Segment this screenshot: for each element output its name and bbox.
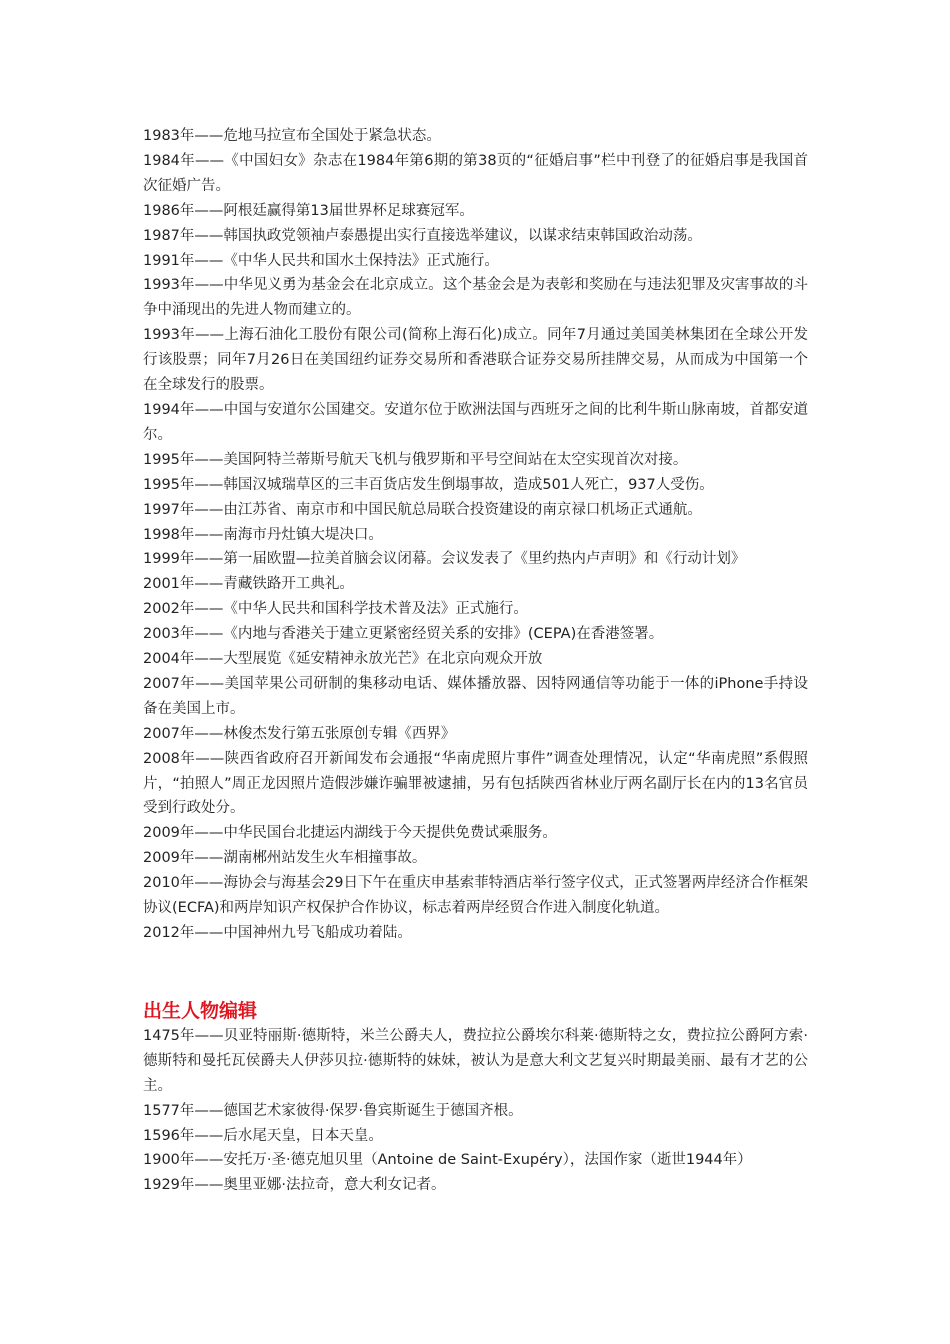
event-entry: 1983年——危地马拉宣布全国处于紧急状态。 (143, 128, 441, 144)
event-entry: 1991年——《中华人民共和国水土保持法》正式施行。 (143, 252, 499, 269)
events-list (143, 124, 808, 946)
event-entry: 2002年——《中华人民共和国科学技术普及法》正式施行。 (143, 601, 528, 618)
birth-entry: 1577年——德国艺术家彼得·保罗·鲁宾斯诞生于德国齐根。 (143, 1102, 523, 1119)
event-entry: 2012年——中国神州九号飞船成功着陆。 (143, 925, 412, 941)
event-entry: 1998年——南海市丹灶镇大堤决口。 (143, 526, 383, 543)
event-entry: 2001年——青藏铁路开工典礼。 (143, 576, 354, 593)
event-entry: 2009年——湖南郴州站发生火车相撞事故。 (143, 850, 427, 867)
births-list (143, 1024, 808, 1198)
event-entry: 2003年——《内地与香港关于建立更紧密经贸关系的安排》(CEPA)在香港签署。 (143, 626, 664, 643)
event-entry: 2007年——林俊杰发行第五张原创专辑《西界》 (143, 725, 456, 742)
event-entry: 2009年——中华民国台北捷运内湖线于今天提供免费试乘服务。 (143, 825, 557, 842)
birth-entry: 1475年——贝亚特丽斯·德斯特，米兰公爵夫人，费拉拉公爵埃尔科莱·德斯特之女，费拉拉公爵阿方索·德斯特和曼托瓦侯爵夫人伊莎贝拉·德斯特的妹妹，被认为是意大利文艺复兴时期最美丽、最有才艺的公主。 (143, 1027, 808, 1094)
births-section-title: 出生人物编辑 (143, 999, 258, 1022)
event-entry: 1986年——阿根廷赢得第13届世界杯足球赛冠军。 (143, 202, 474, 219)
event-entry: 1993年——上海石油化工股份有限公司(简称上海石化)成立。同年7月通过美国美林集团在全球公开发行该股票；同年7月26日在美国纽约证券交易所和香港联合证券交易所挂牌交易，从而成为中国第一个在全球发行的股票。 (143, 327, 808, 394)
event-entry: 1984年——《中国妇女》杂志在1984年第6期的第38页的“征婚启事”栏中刊登了的征婚启事是我国首次征婚广告。 (143, 152, 808, 194)
event-entry: 1999年——第一届欧盟—拉美首脑会议闭幕。会议发表了《里约热内卢声明》和《行动计划》 (143, 551, 746, 568)
event-entry: 1987年——韩国执政党领袖卢泰愚提出实行直接选举建议，以谋求结束韩国政治动荡。 (143, 227, 702, 244)
birth-entry: 1596年——后水尾天皇，日本天皇。 (143, 1127, 383, 1144)
event-entry: 2004年——大型展览《延安精神永放光芒》在北京向观众开放 (143, 651, 543, 668)
document-page (143, 124, 808, 1198)
event-entry: 1997年——由江苏省、南京市和中国民航总局联合投资建设的南京禄口机场正式通航。 (143, 501, 702, 518)
event-entry: 2008年——陕西省政府召开新闻发布会通报“华南虎照片事件”调查处理情况，认定“华南虎照”系假照片，“拍照人”周正龙因照片造假涉嫌诈骗罪被逮捕，另有包括陕西省林业厅两名副厅长在内的13名官员受到行政处分。 (143, 750, 808, 817)
event-entry: 1995年——韩国汉城瑞草区的三丰百货店发生倒塌事故，造成501人死亡，937人受伤。 (143, 476, 714, 493)
event-entry: 2010年——海协会与海基会29日下午在重庆申基索菲特酒店举行签字仪式，正式签署两岸经济合作框架协议(ECFA)和两岸知识产权保护合作协议，标志着两岸经贸合作进入制度化轨道。 (143, 875, 808, 917)
event-entry: 2007年——美国苹果公司研制的集移动电话、媒体播放器、因特网通信等功能于一体的iPhone手持设备在美国上市。 (143, 675, 808, 717)
birth-entry: 1900年——安托万·圣·德克旭贝里（Antoine de Saint-Exupéry），法国作家（逝世1944年） (143, 1152, 752, 1169)
event-entry: 1993年——中华见义勇为基金会在北京成立。这个基金会是为表彰和奖励在与违法犯罪及灾害事故的斗争中涌现出的先进人物而建立的。 (143, 277, 808, 319)
event-entry: 1995年——美国阿特兰蒂斯号航天飞机与俄罗斯和平号空间站在太空实现首次对接。 (143, 451, 688, 468)
event-entry: 1994年——中国与安道尔公国建交。安道尔位于欧洲法国与西班牙之间的比利牛斯山脉南坡，首都安道尔。 (143, 401, 808, 443)
birth-entry: 1929年——奥里亚娜·法拉奇，意大利女记者。 (143, 1177, 446, 1194)
